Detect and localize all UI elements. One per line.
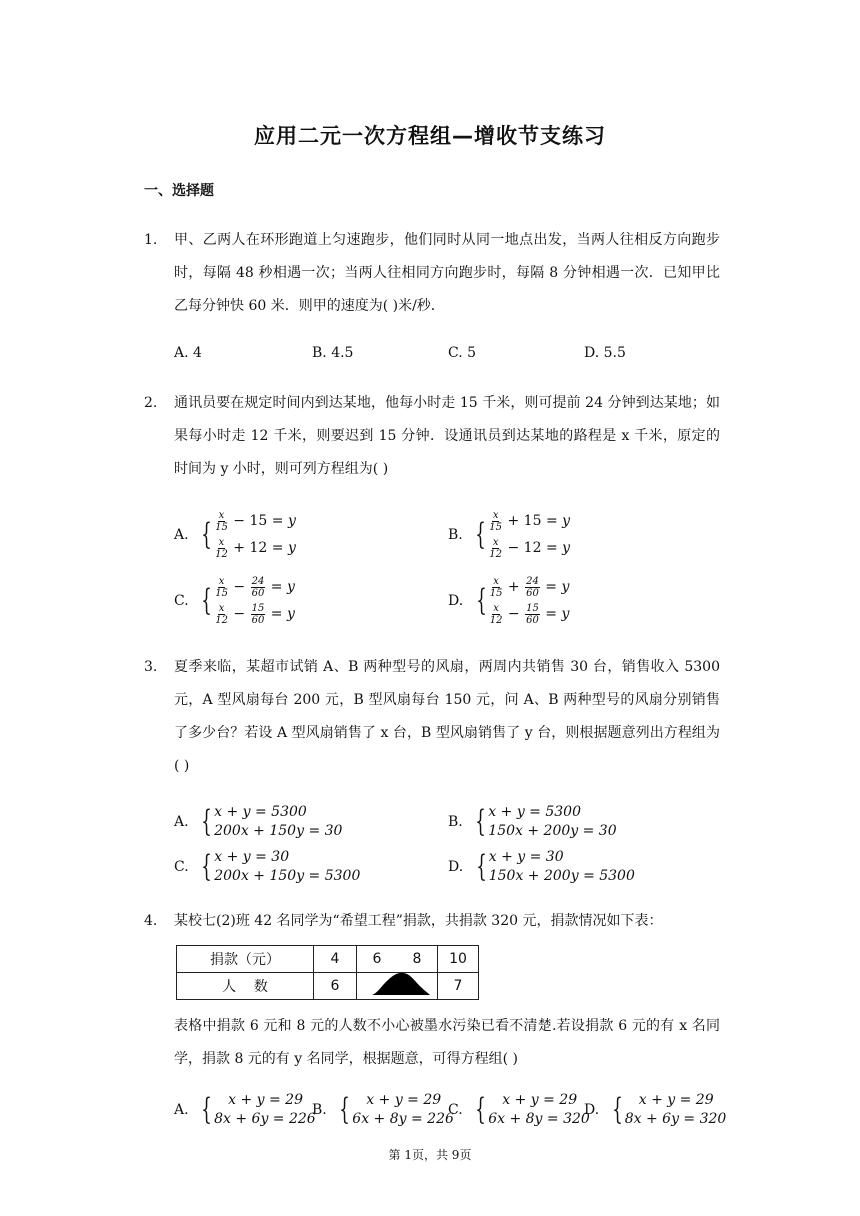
question-number: 4. [144,913,158,929]
table-cell: 4 [314,946,357,973]
option-label: A. [174,814,189,830]
equation-system: { x + y = 5300 200x + 150y = 30 [201,804,343,839]
q1-option-d[interactable]: D. 5.5 [584,345,626,361]
q3-option-c[interactable] [174,848,360,886]
q1-option-a[interactable]: A. 4 [174,345,202,361]
page-title: 应用二元一次方程组—增收节支练习 [254,124,606,148]
q4-option-a[interactable] [174,1091,316,1129]
option-label: A. [174,527,189,543]
equation-system: { x + y = 29 8x + 6y = 320 [611,1092,727,1127]
equation-system: { $\frac{x}{15}$ − 15 = y $\frac{x}{12}$ + 12 = y [201,510,296,560]
q2-option-d[interactable] [448,574,569,628]
option-label: C. [448,1102,463,1118]
option-label: B. [312,1102,327,1118]
question-text: 某校七(2)班 42 名同学为“希望工程”捐款，共捐款 320 元，捐款情况如下表： [174,913,663,929]
question-2 [144,387,720,486]
question-text: 通讯员要在规定时间内到达某地，他每小时走 15 千米，则可提前 24 分钟到达某地；如果每小时走 12 千米，则要迟到 15 分钟．设通讯员到达某地的路程是 x 千米，原定的时间为 y 小时，则可列方程组为( ) [174,395,720,477]
equation-system: { x + y = 29 8x + 6y = 226 [201,1092,316,1127]
question-4 [144,905,720,938]
question-1 [144,224,720,323]
table-row [177,946,479,973]
table-cell: 8 [397,946,438,973]
equation-system: { x + y = 30 200x + 150y = 5300 [201,849,361,884]
q4-option-c[interactable] [448,1091,590,1129]
question-number: 3. [144,659,158,675]
q1-option-c[interactable]: C. 5 [448,345,477,361]
q4-option-b[interactable] [312,1091,454,1129]
q4-option-d[interactable] [584,1091,726,1129]
question-text: 甲、乙两人在环形跑道上匀速跑步，他们同时从同一地点出发，当两人往相反方向跑步时，每隔 48 秒相遇一次；当两人往相同方向跑步时，每隔 8 分钟相遇一次．已知甲比乙每分钟快 60 米．则甲的速度为( )米/秒． [174,232,720,314]
option-label: D. [448,859,464,875]
question-4-continued [144,1010,720,1076]
table-cell: 捐款（元） [177,946,314,973]
question-3 [144,651,720,783]
q2-option-c[interactable] [174,574,295,628]
table-cell: 人 数 [177,973,314,1000]
option-label: D. [584,1102,600,1118]
table-cell: 7 [438,973,479,1000]
option-label: D. [448,593,464,609]
q1-option-b[interactable]: B. 4.5 [312,345,354,361]
option-label: C. [174,593,189,609]
equation-system: { x + y = 5300 150x + 200y = 30 [475,804,617,839]
question-number: 1. [144,232,158,248]
equation-system: { $\frac{x}{15}$ + 15 = y $\frac{x}{12}$ − 12 = y [475,510,571,560]
equation-system: { x + y = 30 150x + 200y = 5300 [475,849,635,884]
q3-option-d[interactable] [448,848,635,886]
q2-option-a[interactable] [174,508,296,562]
option-label: B. [448,814,463,830]
option-label: C. [174,859,189,875]
equation-system: { x + y = 29 6x + 8y = 226 [339,1092,454,1127]
question-text: 夏季来临，某超市试销 A、B 两种型号的风扇，两周内共销售 30 台，销售收入 5300 元，A 型风扇每台 200 元，B 型风扇每台 150 元，问 A、B 两种型号的风扇分别销售了多少台？若设 A 型风扇销售了 x 台，B 型风扇销售了 y 台，则根据题意列出方程组为( ) [174,659,720,774]
equation-system: { $\frac{x}{15}$ − $\frac{24}{60}$ = y $\frac{x}{12}$ − $\frac{15}{60}$ = y [201,576,295,626]
table-cell: 6 [357,946,398,973]
q2-option-b[interactable] [448,508,570,562]
question-text: 表格中捐款 6 元和 8 元的人数不小心被墨水污染已看不清楚.若设捐款 6 元的有 x 名同学，捐款 8 元的有 y 名同学，根据题意，可得方程组( ) [174,1018,720,1067]
table-cell: 6 [314,973,357,1000]
option-label: B. [448,527,463,543]
equation-system: { x + y = 29 6x + 8y = 320 [475,1092,590,1127]
donation-table [176,945,479,1000]
section-heading: 一、选择题 [144,183,214,199]
question-number: 2. [144,395,158,411]
ink-blot [372,968,430,996]
table-cell: 10 [438,946,479,973]
table-row [177,973,479,1000]
page-footer: 第 1页，共 9页 [388,1148,472,1162]
equation-system: { $\frac{x}{15}$ + $\frac{24}{60}$ = y $\frac{x}{12}$ − $\frac{15}{60}$ = y [475,576,570,626]
option-label: A. [174,1102,189,1118]
q3-option-a[interactable] [174,803,342,841]
q3-option-b[interactable] [448,803,617,841]
